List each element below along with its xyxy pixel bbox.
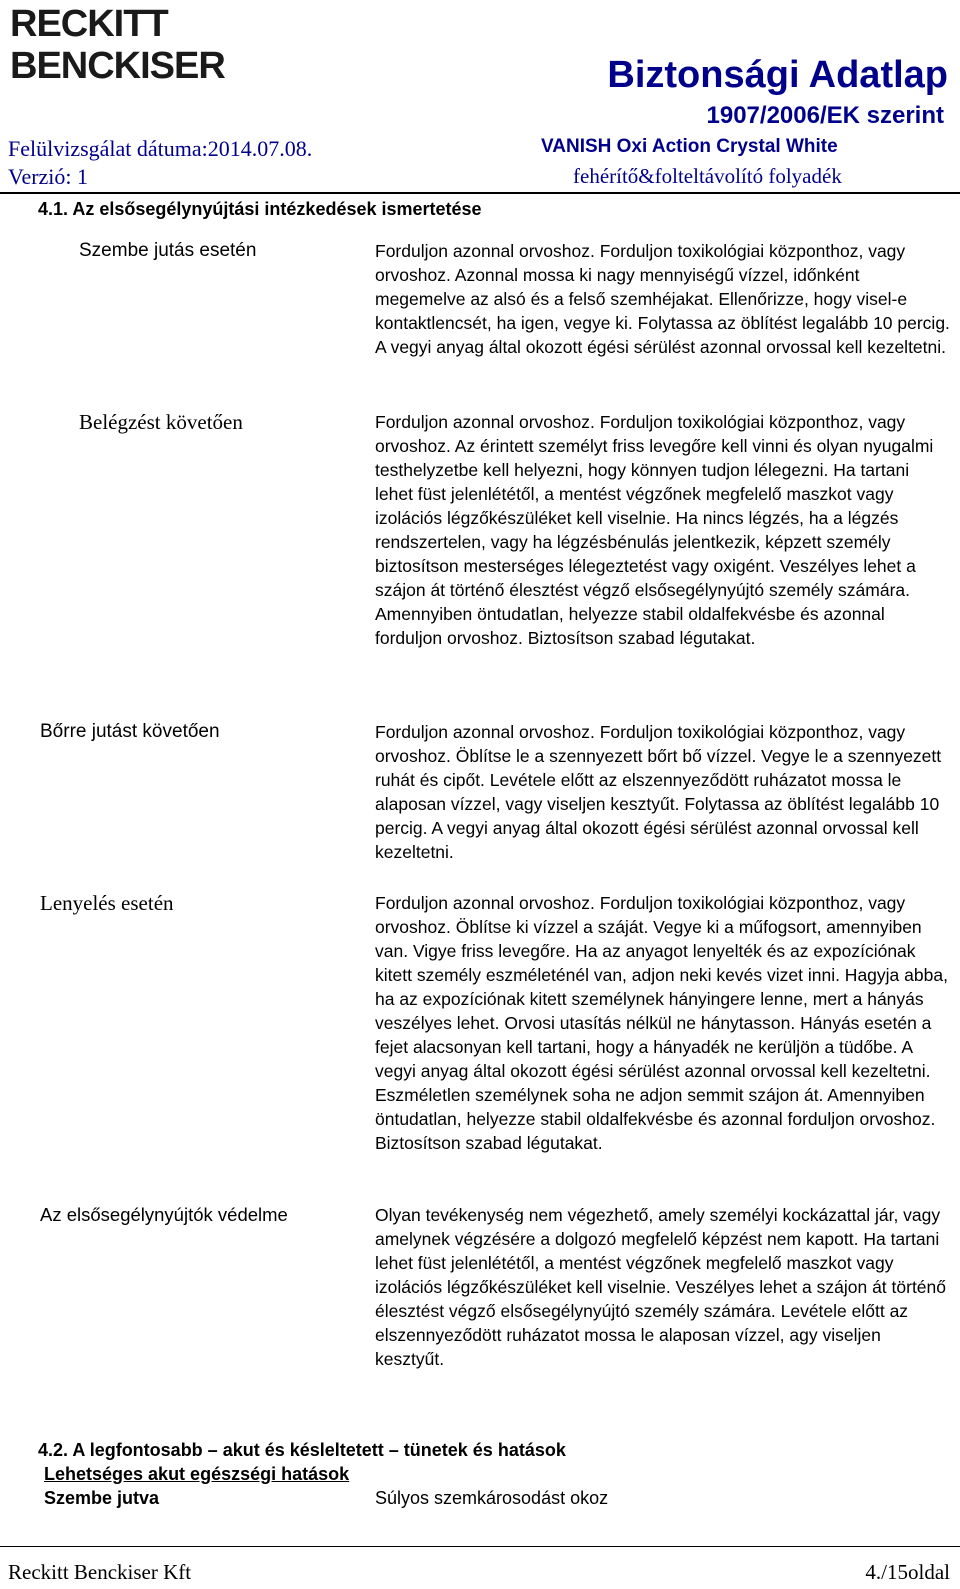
version: Verzió: 1 <box>8 164 89 189</box>
first-aid-text-ingestion: Forduljon azonnal orvoshoz. Forduljon toxikológiai központhoz, vagy orvoshoz. Öblítse ki vízzel a száját. Vegye ki a műfogsort, amennyiben van. Vigye friss levegőre. Ha az anyagot lenyelték és az expozíciónak kitett személy eszméleténél van, adjon neki kevés vizet inni. Hagyja abba, ha az expozíciónak kitett személynek hányingere lenne, mert a hányás veszélyes lehet. Orvosi utasítás nélkül ne hánytasson. Hányás esetén a fejet alacsonyan kell tartani, hogy a hányadék ne kerüljön a tüdőbe. A vegyi anyag által okozott égési sérülést azonnal orvossal kell kezeltetni. Eszméletlen személynek soha ne adjon semmit szájon át. Amennyiben öntudatlan, helyezze stabil oldalfekvésbe és azonnal forduljon orvoshoz. Biztosítson szabad légutakat. <box>375 893 948 1153</box>
acute-effects-heading: Lehetséges akut egészségi hatások <box>44 1464 350 1484</box>
company-logo <box>10 4 240 90</box>
page-number: 4./15oldal <box>865 1560 950 1584</box>
first-aid-label-ingestion: Lenyelés esetén <box>40 891 174 915</box>
logo-line-2: BENCKISER <box>10 45 225 87</box>
regulation-reference: 1907/2006/EK szerint <box>706 102 944 129</box>
product-name: VANISH Oxi Action Crystal White <box>541 136 838 157</box>
product-description: fehérítő&folteltávolító folyadék <box>573 164 842 188</box>
section-4-2-heading: 4.2. A legfontosabb – akut és késleltetett – tünetek és hatások <box>38 1440 566 1460</box>
eye-contact-label: Szembe jutva <box>44 1488 160 1508</box>
review-date: Felülvizsgálat dátuma:2014.07.08. <box>8 136 313 161</box>
logo-line-1: RECKITT <box>10 3 168 45</box>
footer-company: Reckitt Benckiser Kft <box>8 1560 192 1584</box>
first-aid-text-inhalation: Forduljon azonnal orvoshoz. Forduljon toxikológiai központhoz, vagy orvoshoz. Az érintett személyt friss levegőre kell vinni és olyan nyugalmi testhelyzetbe kell helyezni, hogy könnyen tudjon lélegezni. Ha tartani lehet füst jelenlététől, a mentést végzőnek megfelelő maszkot vagy izolációs légzőkészüléket kell viselnie. Ha nincs légzés, ha a légzés rendszertelen, vagy ha légzésbénulás jelentkezik, képzett személy biztosítson mesterséges lélegeztetést vagy oxigént. Veszélyes lehet a szájon át történő élesztést végző elsősegélynyújtó személy számára. Amennyiben öntudatlan, helyezze stabil oldalfekvésbe és azonnal forduljon orvoshoz. Biztosítson szabad légutakat. <box>375 412 934 648</box>
eye-contact-effect: Súlyos szemkárosodást okoz <box>375 1488 609 1508</box>
first-aid-text-responder-protection: Olyan tevékenység nem végezhető, amely személyi kockázattal jár, vagy amelynek végzésére a dolgozó megfelelő képzést nem kapott. Ha tartani lehet füst jelenlététől, a mentést végzőnek megfelelő maszkot vagy izolációs légzőkészüléket kell viselnie. Veszélyes lehet a szájon át történő élesztést végző elsősegélynyújtó személy számára. Levétele előtt az elszennyeződött ruházatot mossa le alaposan vízzel, agy viseljen kesztyűt. <box>375 1205 947 1369</box>
first-aid-label-responder-protection: Az elsősegélynyújtók védelme <box>40 1204 288 1225</box>
first-aid-text-eyes: Forduljon azonnal orvoshoz. Forduljon toxikológiai központhoz, vagy orvoshoz. Azonnal mossa ki nagy mennyiségű vízzel, időnként megemelve az alsó és a felső szemhéjakat. Ellenőrizze, hogy visel-e kontaktlencsét, ha igen, vegye ki. Folytassa az öblítést legalább 10 percig. A vegyi anyag által okozott égési sérülést azonnal orvossal kell kezeltetni. <box>375 241 950 357</box>
section-4-1-heading: 4.1. Az elsősegélynyújtási intézkedések ismertetése <box>38 199 482 219</box>
footer-divider <box>0 1546 960 1547</box>
first-aid-label-skin: Bőrre jutást követően <box>40 721 220 742</box>
first-aid-text-skin: Forduljon azonnal orvoshoz. Forduljon toxikológiai központhoz, vagy orvoshoz. Öblítse le a szennyezett bőrt bő vízzel. Vegye le a szennyezett ruhát és cipőt. Levétele előtt az elszennyeződött ruházatot mossa le alaposan vízzel, vagy viseljen kesztyűt. Folytassa az öblítést legalább 10 percig. A vegyi anyag által okozott égési sérülést azonnal orvossal kell kezeltetni. <box>375 722 942 862</box>
first-aid-label-inhalation: Belégzést követően <box>79 410 243 434</box>
header-divider <box>0 192 960 194</box>
first-aid-label-eyes: Szembe jutás esetén <box>79 240 257 261</box>
document-title: Biztonsági Adatlap <box>607 54 948 96</box>
